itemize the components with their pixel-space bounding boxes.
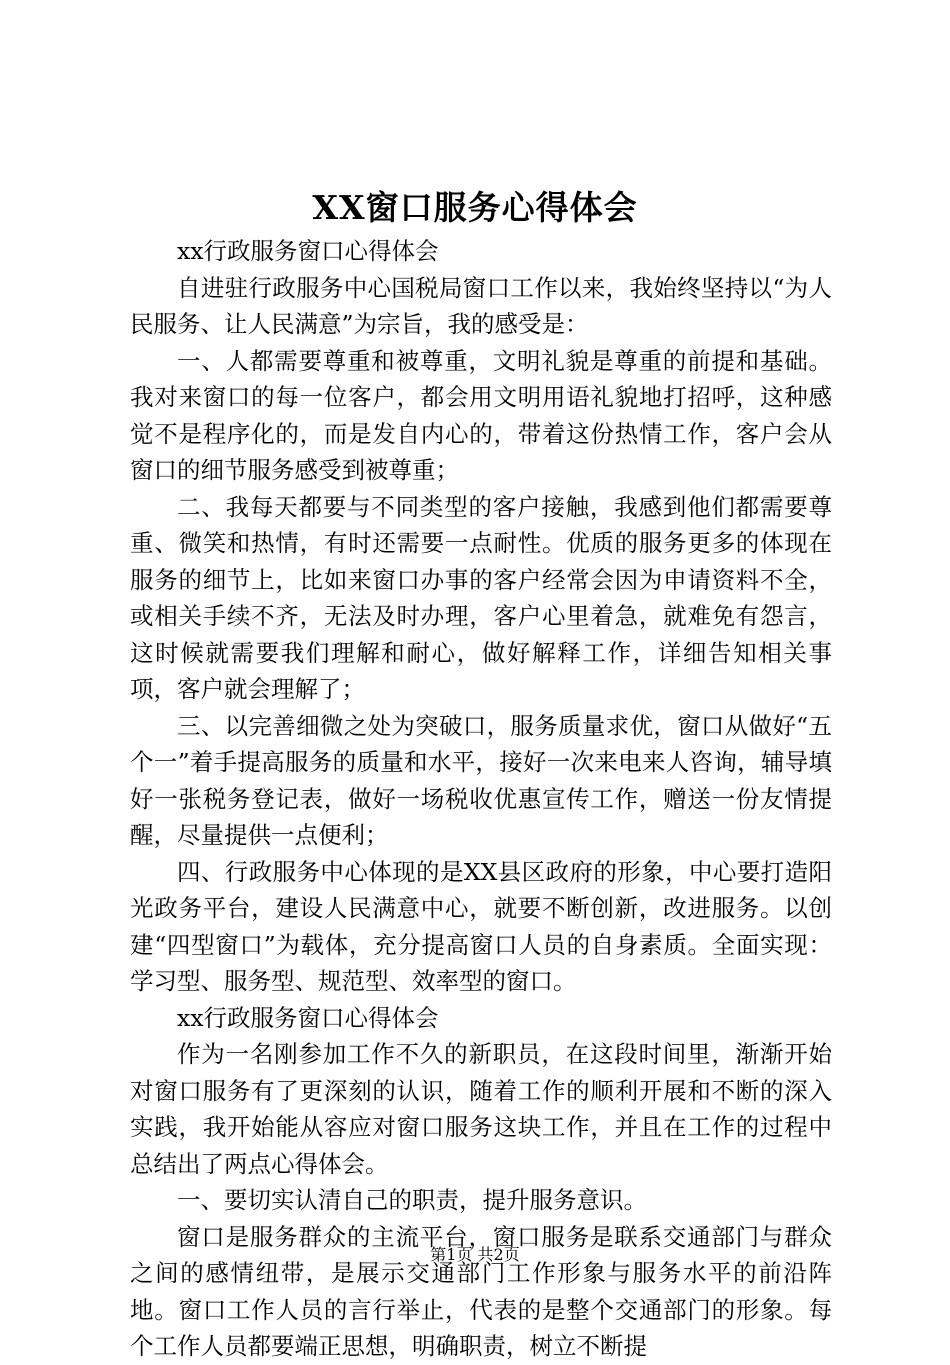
document-title: XX窗口服务心得体会 [312,188,638,227]
paragraph: 窗口是服务群众的主流平台，窗口服务是联系交通部门与群众之间的感情纽带，是展示交通部门工作形象与服务水平的前沿阵地。窗口工作人员的言行举止，代表的是整个交通部门的形象。每个工作人员都要端正思想，明确职责，树立不断提 [130,1222,832,1360]
section-heading: xx行政服务窗口心得体会 [177,237,439,265]
paragraph: 一、要切实认清自己的职责，提升服务意识。 [177,1186,647,1214]
document-body [130,233,832,1365]
page-footer: 第1页 共2页 [430,1245,520,1264]
section-heading: xx行政服务窗口心得体会 [177,1003,439,1032]
paragraph: 自进驻行政服务中心国税局窗口工作以来，我始终坚持以“为人民服务、让人民满意”为宗旨，我的感受是： [130,273,832,338]
paragraph: 二、我每天都要与不同类型的客户接触，我感到他们都需要尊重、微笑和热情，有时还需要一点耐性。优质的服务更多的体现在服务的细节上，比如来窗口办事的客户经常会因为申请资料不全，或相关手续不齐，无法及时办理，客户心里着急，就难免有怨言，这时候就需要我们理解和耐心，做好解释工作，详细告知相关事项，客户就会理解了； [130,492,832,703]
paragraph: 作为一名刚参加工作不久的新职员，在这段时间里，渐渐开始对窗口服务有了更深刻的认识，随着工作的顺利开展和不断的深入实践，我开始能从容应对窗口服务这块工作，并且在工作的过程中总结出了两点心得体会。 [130,1040,832,1178]
paragraph: 四、行政服务中心体现的是XX县区政府的形象，中心要打造阳光政务平台，建设人民满意中心，就要不断创新，改进服务。以创建“四型窗口”为载体，充分提高窗口人员的自身素质。全面实现：学习型、服务型、规范型、效率型的窗口。 [130,857,832,995]
paragraph: 三、以完善细微之处为突破口，服务质量求优，窗口从做好“五个一”着手提高服务的质量和水平，接好一次来电来人咨询，辅导填好一张税务登记表，做好一场税收优惠宣传工作，赠送一份友情提醒，尽量提供一点便利； [130,711,832,849]
paragraph: 一、人都需要尊重和被尊重，文明礼貌是尊重的前提和基础。我对来窗口的每一位客户，都会用文明用语礼貌地打招呼，这种感觉不是程序化的，而是发自内心的，带着这份热情工作，客户会从窗口的细节服务感受到被尊重； [130,346,832,484]
